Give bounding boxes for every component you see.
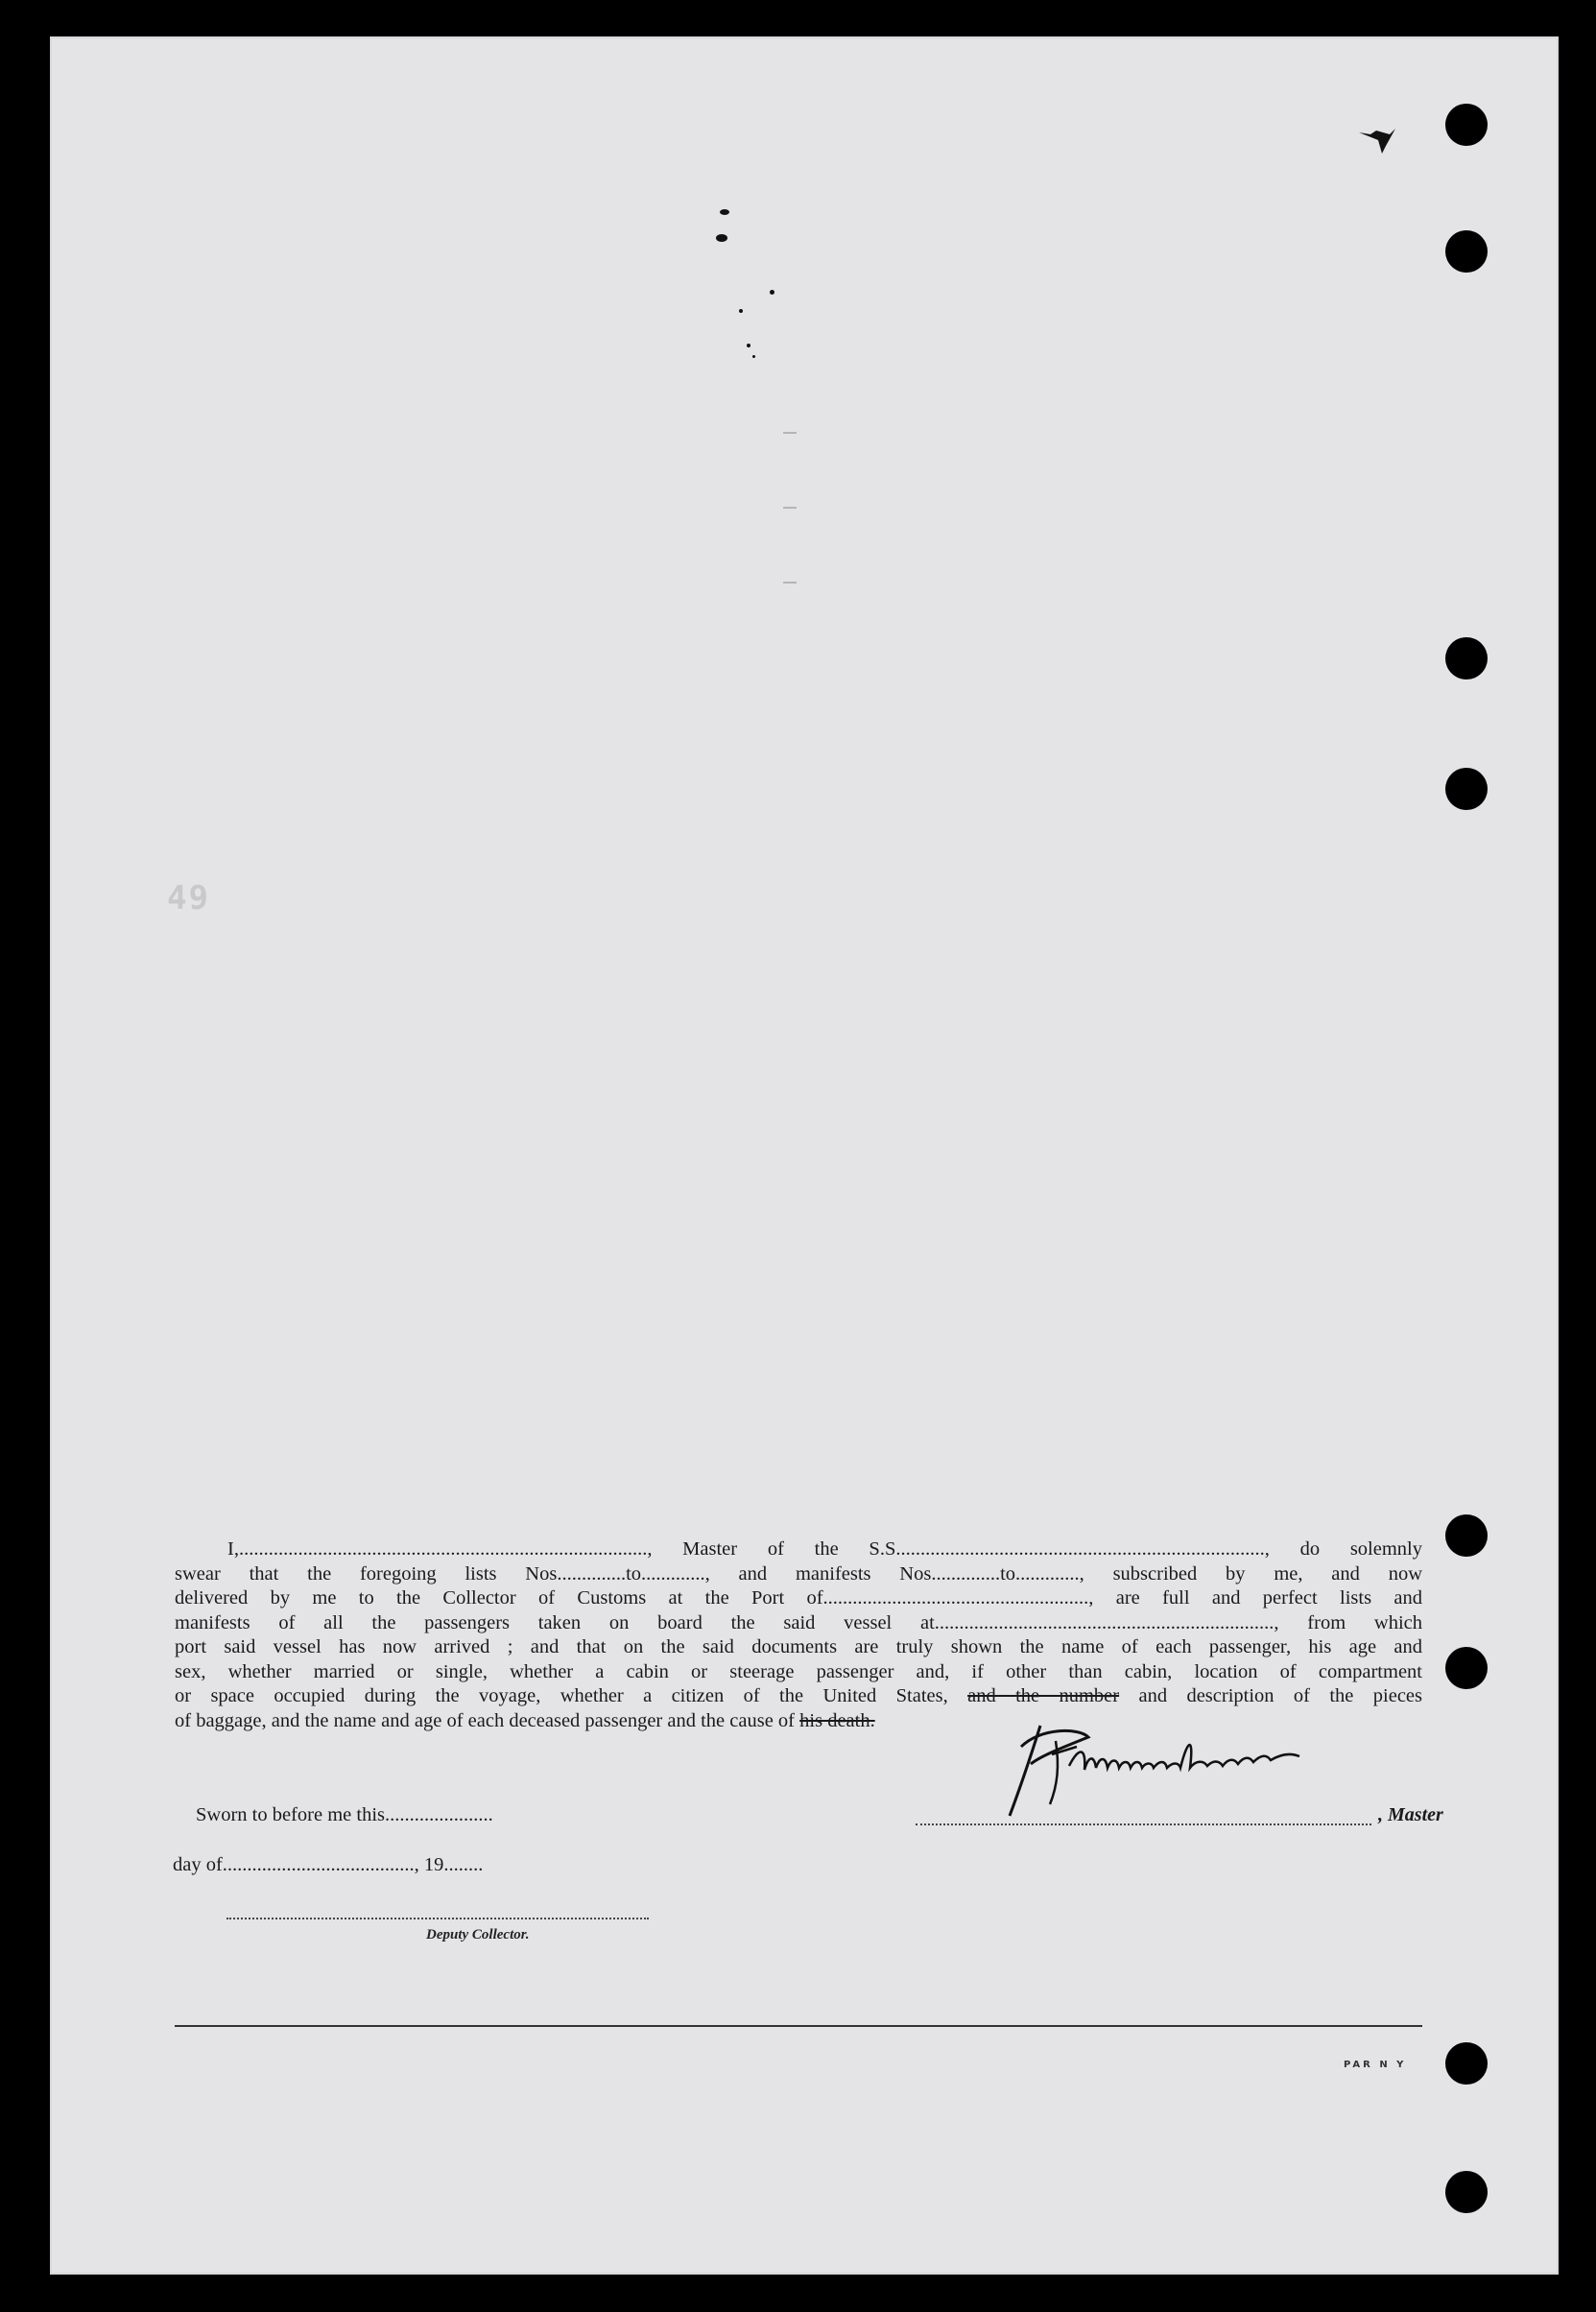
- oath-line: I,..................................................................................., Master of the S.S..........................................................................., do solemnly: [227, 1538, 1422, 1560]
- deputy-collector-label: Deputy Collector.: [426, 1927, 530, 1943]
- master-signature-line: [916, 1823, 1371, 1825]
- punch-hole-8: [1445, 2171, 1488, 2213]
- ink-speck: [716, 234, 727, 242]
- faint-dash: [783, 507, 797, 509]
- master-signature: [973, 1708, 1386, 1823]
- punch-hole-7: [1445, 2042, 1488, 2085]
- oath-line: manifests of all the passengers taken on board the said vessel at....................................................................., from which: [175, 1611, 1422, 1633]
- punch-hole-6: [1445, 1647, 1488, 1689]
- faint-dash: [783, 432, 797, 434]
- manifest-page: [52, 38, 1557, 2273]
- tear-mark-icon: [1357, 125, 1415, 163]
- oath-line: swear that the foregoing lists Nos..............to............., and manifests Nos..............to............., subscribed by me, and now: [175, 1562, 1422, 1585]
- oath-line: delivered by me to the Collector of Customs at the Port of......................................................, are full and perfect lists and: [175, 1587, 1422, 1609]
- sworn-line: Sworn to before me this......................: [196, 1804, 493, 1825]
- struck-text: his death.: [799, 1709, 875, 1731]
- punch-hole-3: [1445, 637, 1488, 679]
- struck-text: and the number: [967, 1685, 1120, 1706]
- faint-dash: [783, 582, 797, 584]
- oath-text: or space occupied during the voyage, whether a citizen of the United States,: [175, 1685, 968, 1706]
- ink-speck: [747, 344, 750, 347]
- ink-speck: [752, 355, 755, 358]
- oath-text: and description of the pieces: [1119, 1685, 1423, 1706]
- oath-line: sex, whether married or single, whether a cabin or steerage passenger and, if other than cabin, location of compartment: [175, 1660, 1422, 1682]
- oath-line: port said vessel has now arrived ; and that on the said documents are truly shown the name of each passenger, his age and: [175, 1636, 1422, 1657]
- oath-text: of baggage, and the name and age of each deceased passenger and the cause of: [175, 1709, 800, 1731]
- ghost-number: 49: [167, 879, 210, 918]
- oath-paragraph: [175, 1537, 1422, 1733]
- master-label: , Master: [1378, 1804, 1443, 1825]
- printer-mark: PAR N Y: [1344, 2060, 1407, 2070]
- ink-speck: [739, 309, 743, 313]
- horizontal-rule: [175, 2025, 1422, 2027]
- ink-speck: [720, 209, 729, 215]
- deputy-signature-line: [226, 1918, 649, 1919]
- punch-hole-2: [1445, 230, 1488, 273]
- punch-hole-5: [1445, 1514, 1488, 1557]
- day-of-line: day of......................................., 19........: [173, 1854, 484, 1875]
- ink-speck: [770, 290, 774, 295]
- oath-line: [175, 1684, 1422, 1709]
- punch-hole-4: [1445, 768, 1488, 810]
- punch-hole-1: [1445, 104, 1488, 146]
